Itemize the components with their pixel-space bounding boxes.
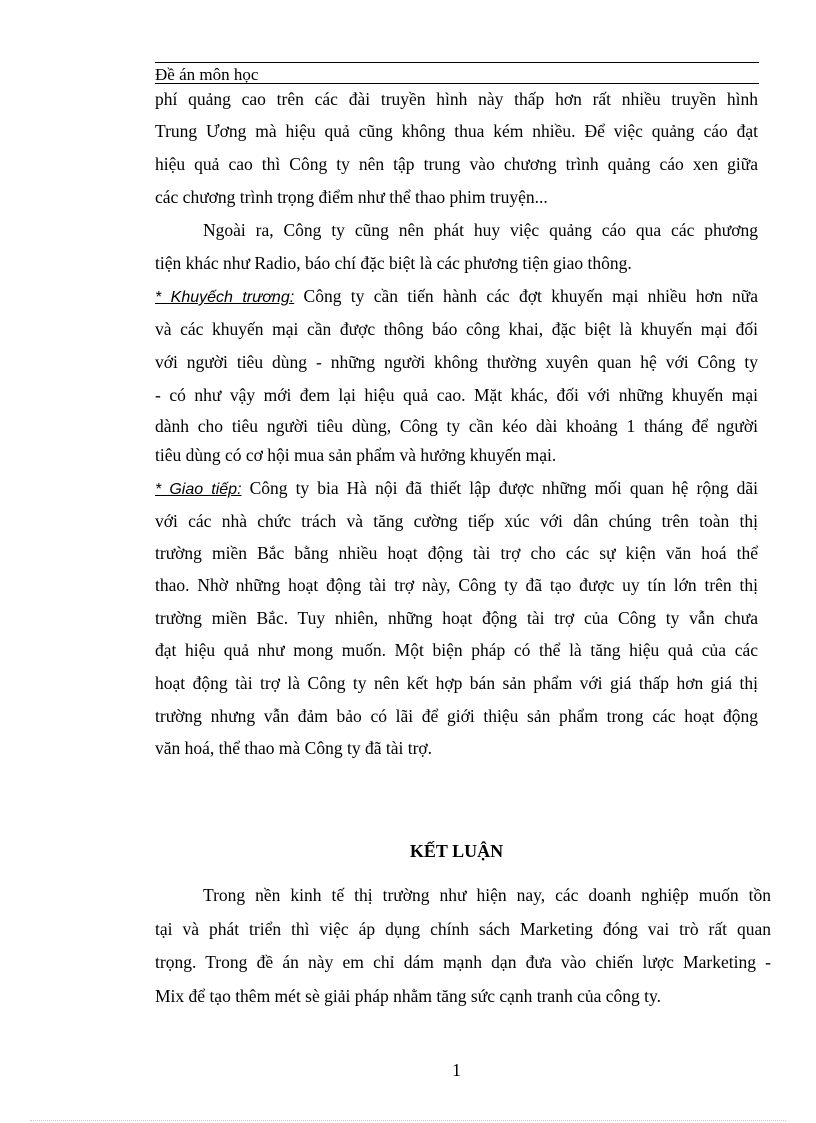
text-line: tiện khác như Radio, báo chí đặc biệt là các phương tiện giao thông. — [155, 253, 632, 273]
text-line: các chương trình trọng điểm như thể thao phim truyện... — [155, 187, 548, 207]
text-line: Trung Ương mà hiệu quả cũng không thua kém nhiều. Để việc quảng cáo đạt — [155, 121, 758, 141]
text-line: trường miền Bắc. Tuy nhiên, những hoạt động tài trợ của Công ty vẫn chưa — [155, 608, 758, 628]
text-line: với các nhà chức trách và tăng cường tiếp xúc với dân chúng trên toàn thị — [155, 511, 758, 531]
text-line: Mix để tạo thêm mét sè giải pháp nhằm tăng sức cạnh tranh của công ty. — [155, 986, 661, 1006]
text-line: Trong nền kinh tế thị trường như hiện nay, các doanh nghiệp muốn tồn — [203, 885, 771, 905]
khuyech-truong-label: * Khuyếch trương: — [155, 289, 295, 306]
text-line — [155, 476, 758, 502]
text-line: dành cho tiêu người tiêu dùng, Công ty cần kéo dài khoảng 1 tháng để người — [155, 416, 758, 436]
text-line: trường miền Bắc bằng nhiều hoạt động tài trợ cho các sự kiện văn hoá thể — [155, 543, 758, 563]
page-bottom-rule — [30, 1120, 786, 1121]
text-line: tiêu dùng có cơ hội mua sản phẩm và hưởng khuyến mại. — [155, 445, 557, 465]
text-line: trọng. Trong đề án này em chỉ dám mạnh dạn đưa vào chiến lược Marketing - — [155, 952, 771, 972]
text-line: phí quảng cao trên các đài truyền hình này thấp hơn rất nhiều truyền hình — [155, 89, 758, 109]
giao-tiep-label: * Giao tiếp: — [155, 481, 242, 498]
text-line-content: Công ty cần tiến hành các đợt khuyến mại nhiều hơn nữa — [294, 286, 759, 306]
document-header — [155, 62, 759, 84]
text-line-content: Công ty bia Hà nội đã thiết lập được những mối quan hệ rộng dãi — [241, 478, 759, 498]
text-line: đạt hiệu quả như mong muốn. Một biện pháp có thể là tăng hiệu quả của các — [155, 640, 758, 660]
text-line — [155, 284, 758, 310]
text-line: - có như vậy mới đem lại hiệu quả cao. Mặt khác, đối với những khuyến mại — [155, 385, 758, 405]
text-line: Ngoài ra, Công ty cũng nên phát huy việc quảng cáo qua các phương — [203, 220, 758, 240]
header-title: Đề án môn học — [155, 65, 259, 84]
text-line: trường nhưng vẫn đảm bảo có lãi để giới thiệu sản phẩm trong các hoạt động — [155, 706, 758, 726]
text-line: tại và phát triển thì việc áp dụng chính sách Marketing đóng vai trò rất quan — [155, 919, 771, 939]
text-line: và các khuyến mại cần được thông báo công khai, đặc biệt là khuyến mại đối — [155, 319, 758, 339]
text-line: hiệu quả cao thì Công ty nên tập trung vào chương trình quảng cáo xen giữa — [155, 154, 758, 174]
text-line: thao. Nhờ những hoạt động tài trợ này, Công ty đã tạo được uy tín lớn trên thị — [155, 575, 758, 595]
page-number: 1 — [452, 1060, 461, 1080]
text-line: văn hoá, thể thao mà Công ty đã tài trợ. — [155, 738, 433, 758]
conclusion-heading: KẾT LUẬN — [409, 841, 504, 861]
text-line: hoạt động tài trợ là Công ty nên kết hợp bán sản phẩm với giá thấp hơn giá thị — [155, 673, 758, 693]
text-line: với người tiêu dùng - những người không thường xuyên quan hệ với Công ty — [155, 352, 758, 372]
